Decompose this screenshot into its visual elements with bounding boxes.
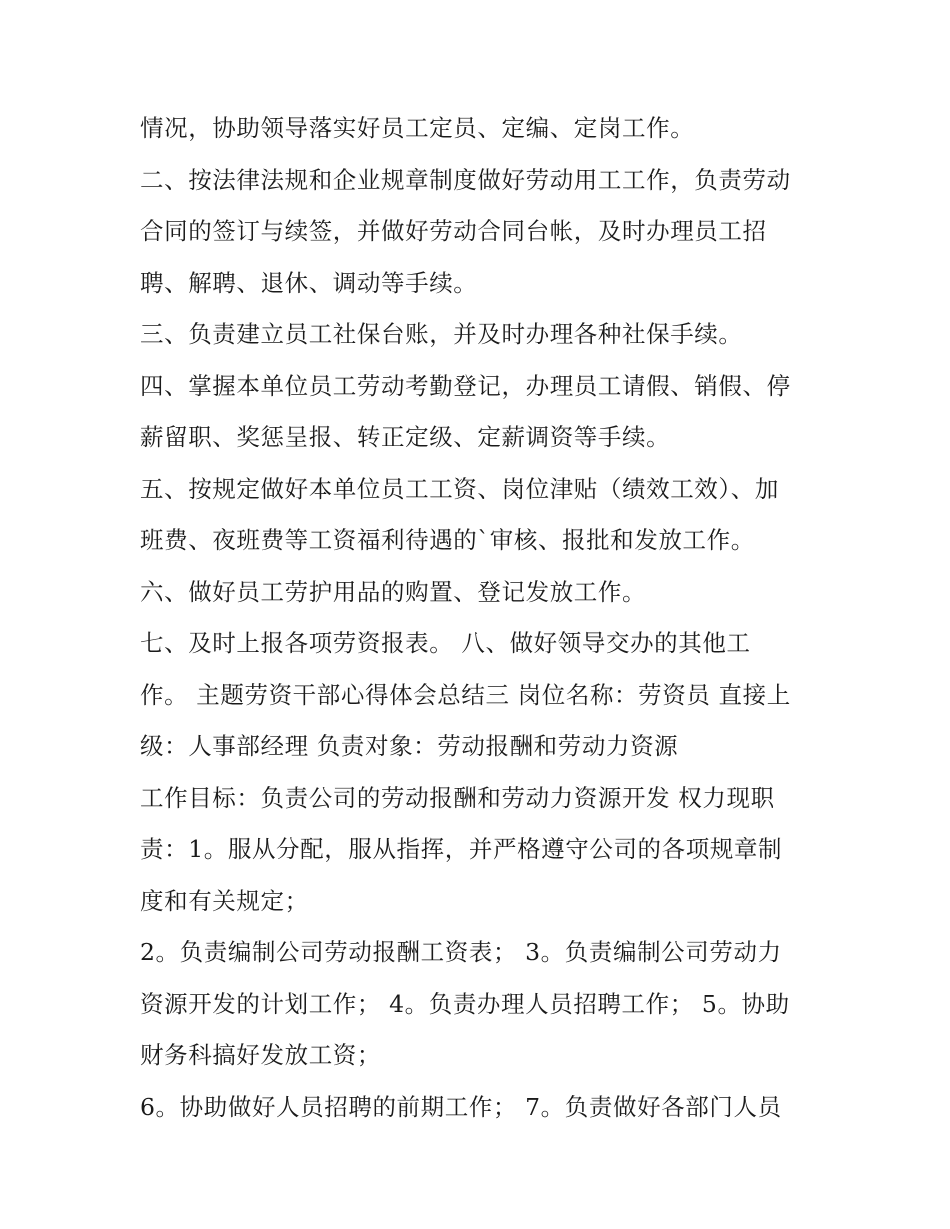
text-line-17: 2。负责编制公司劳动报酬工资表； 3。负责编制公司劳动力 <box>140 938 782 966</box>
text-line-8: 五、按规定做好本单位员工工资、岗位津贴（绩效工效）、加 <box>140 474 779 503</box>
text-line-7: 薪留职、奖惩呈报、转正定级、定薪调资等手续。 <box>140 423 671 451</box>
text-line-12: 作。 主题劳资干部心得体会总结三 岗位名称：劳资员 直接上 <box>140 680 791 709</box>
text-line-3: 合同的签订与续签，并做好劳动合同台帐，及时办理员工招 <box>140 217 767 245</box>
text-line-19: 财务科搞好发放工资； <box>140 1041 381 1069</box>
text-line-18: 资源开发的计划工作； 4。负责办理人员招聘工作； 5。协助 <box>140 989 790 1018</box>
text-line-15: 责：1。服从分配，服从指挥，并严格遵守公司的各项规章制 <box>140 835 783 863</box>
text-line-16: 度和有关规定； <box>140 886 309 915</box>
text-line-2: 二、按法律法规和企业规章制度做好劳动用工工作，负责劳动 <box>140 165 791 194</box>
text-line-1: 情况，协助领导落实好员工定员、定编、定岗工作。 <box>140 114 695 142</box>
text-line-9: 班费、夜班费等工资福利待遇的`审核、报批和发放工作。 <box>140 526 755 554</box>
text-line-13: 级：人事部经理 负责对象：劳动报酬和劳动力资源 <box>140 732 679 760</box>
text-line-10: 六、做好员工劳护用品的购置、登记发放工作。 <box>140 577 647 606</box>
text-line-6: 四、掌握本单位员工劳动考勤登记，办理员工请假、销假、停 <box>140 371 791 400</box>
text-line-14: 工作目标：负责公司的劳动报酬和劳动力资源开发 权力现职 <box>140 783 775 812</box>
document-body <box>140 103 830 1133</box>
text-line-4: 聘、解聘、退休、调动等手续。 <box>140 268 478 297</box>
text-line-20: 6。协助做好人员招聘的前期工作； 7。负责做好各部门人员 <box>140 1092 782 1121</box>
text-line-11: 七、及时上报各项劳资报表。 八、做好领导交办的其他工 <box>140 629 751 657</box>
text-line-5: 三、负责建立员工社保台账，并及时办理各种社保手续。 <box>140 320 743 348</box>
